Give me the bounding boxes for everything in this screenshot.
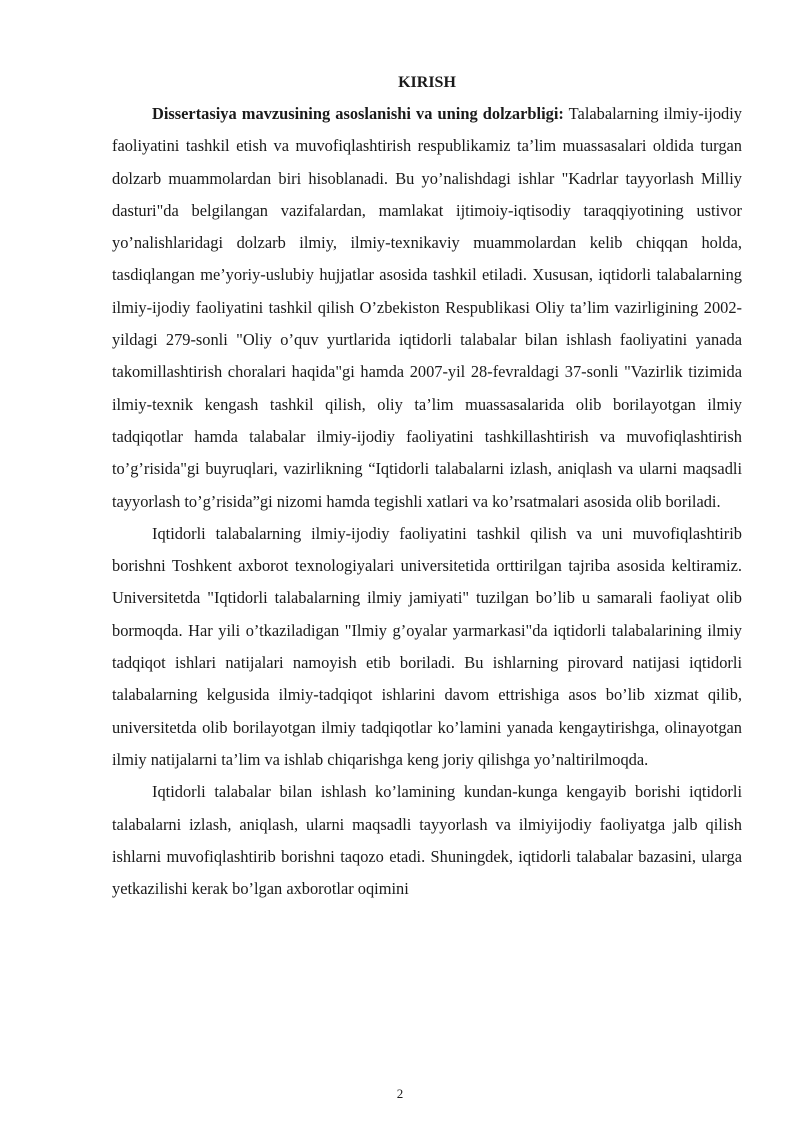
page-number: 2 — [396, 1086, 404, 1101]
document-body — [112, 72, 742, 905]
paragraph-3: Iqtidorli talabalar bilan ishlash ko’lamining kundan-kunga kengayib borishi iqtidorli talabalarni izlash, aniqlash, ularni maqsadli tayyorlash va ilmiyijodiy faoliyatga jalb qilish ishlarni muvofiqlashtirib borishni taqozo etadi. Shuningdek, iqtidorli talabalar bazasini, ularga yetkazilishi kerak bo’lgan axborotlar oqimini — [112, 782, 742, 899]
section-heading: KIRISH — [398, 74, 456, 91]
paragraph-2: Iqtidorli talabalarning ilmiy-ijodiy faoliyatini tashkil qilish va uni muvofiqlashtirib borishni Toshkent axborot texnologiyalari universitetida orttirilgan tajriba asosida keltiramiz. Universitetda "Iqtidorli talabalarning ilmiy jamiyati" tuzilgan bo’lib u samarali faoliyat olib bormoqda. Har yili o’tkaziladigan "Ilmiy g’oyalar yarmarkasi"da iqtidorli talabalarining ilmiy tadqiqot ishlari natijalari namoyish etib boriladi. Bu ishlarning pirovard natijasi iqtidorli talabalarning kelgusida ilmiy-tadqiqot ishlarini davom ettrishiga asos bo’lib xizmat qilib, universitetda olib borilayotgan ilmiy tadqiqotlar ko’lamini yanada kengaytirishga, olinayotgan ilmiy natijalarni ta’lim va ishlab chiqarishga keng joriy qilishga yo’naltirilmoqda. — [112, 523, 742, 769]
paragraph-1-lead: Dissertasiya mavzusining asoslanishi va uning dolzarbligi: — [152, 104, 564, 123]
paragraph-1-text: Talabalarning ilmiy-ijodiy faoliyatini tashkil etish va muvofiqlashtirish respublikamiz ta’lim muassasalari oldida turgan dolzarb muammolardan biri hisoblanadi. Bu yo’nalishdagi ishlar "Kadrlar tayyorlash Milliy dasturi"da belgilangan vazifalardan, mamlakat ijtimoiy-iqtisodiy taraqqiyotining ustivor yo’nalishlaridagi dolzarb ilmiy, ilmiy-texnikaviy muammolardan kelib chiqqan holda, tasdiqlangan me’yoriy-uslubiy hujjatlar asosida tashkil etiladi. Xususan, iqtidorli talabalarning ilmiy-ijodiy faoliyatini tashkil qilish O’zbekiston Respublikasi Oliy ta’lim vazirligining 2002-yildagi 279-sonli "Oliy o’quv yurtlarida iqtidorli talabalar bilan ishlash faoliyatini yanada takomillashtirish choralari haqida"gi hamda 2007-yil 28-fevraldagi 37-sonli "Vazirlik tizimida ilmiy-texnik kengash tashkil qilish, oliy ta’lim muassasalarida olib borilayotgan ilmiy tadqiqotlar hamda talabalar ilmiy-ijodiy faoliyatini tashkillashtirish va muvofiqlashtirish to’g’risida"gi buyruqlari, vazirlikning “Iqtidorli talabalarni izlash, aniqlash va ularni maqsadli tayyorlash to’g’risida”gi nizomi hamda tegishli xatlari va ko’rsatmalari asosida olib boriladi. — [112, 104, 742, 511]
paragraph-1 — [112, 98, 742, 518]
